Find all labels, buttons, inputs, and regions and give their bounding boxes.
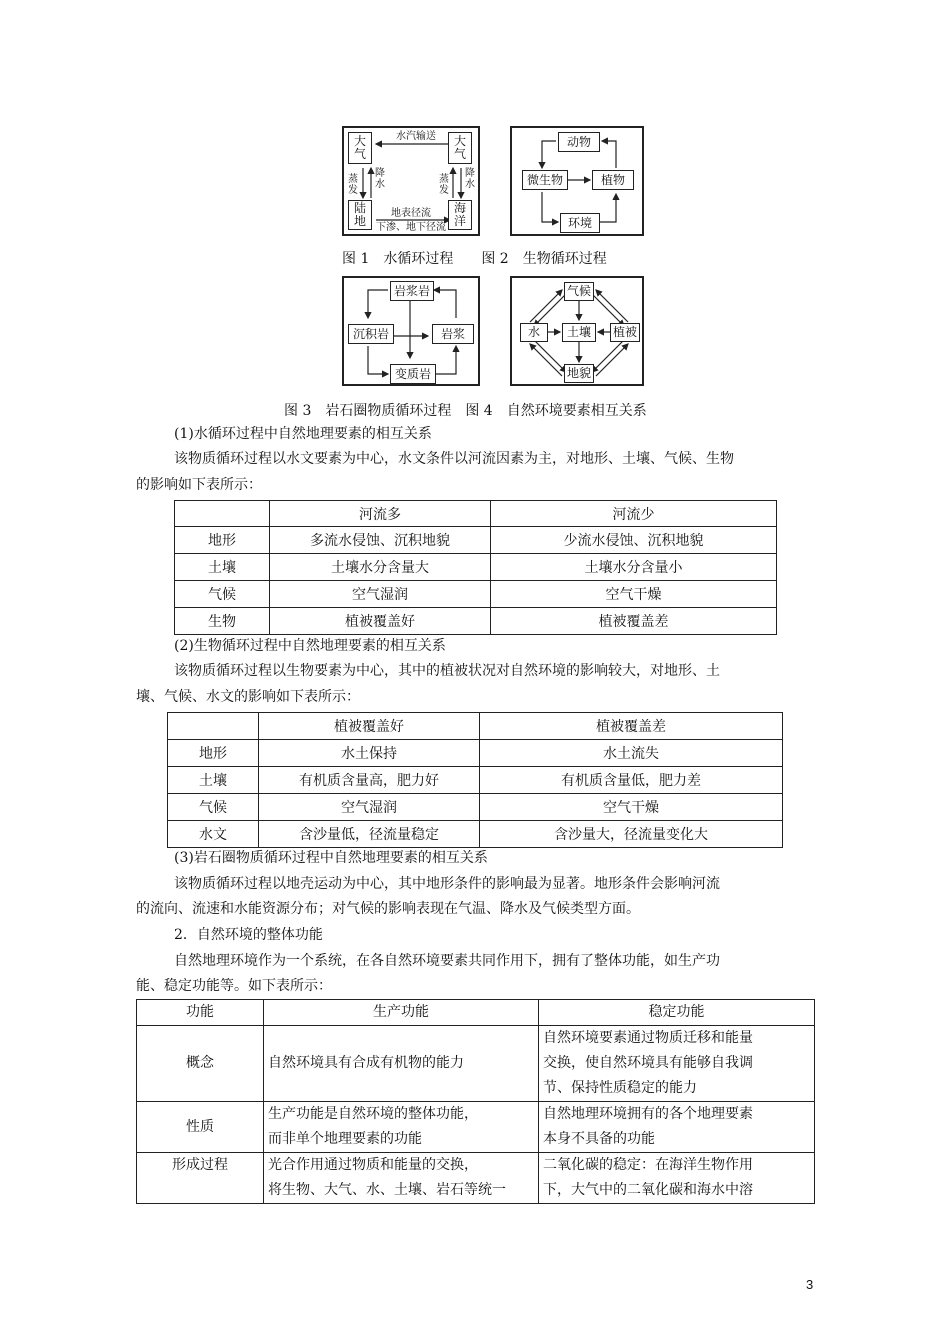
section-4-title: 2．自然环境的整体功能	[174, 927, 323, 943]
section-2-title: (2)生物循环过程中自然地理要素的相互关系	[174, 638, 446, 654]
table3-nature-production-line2: 而非单个地理要素的功能	[268, 1131, 422, 1147]
table3-nature-production	[264, 1102, 539, 1153]
table3-nature-stability-line1: 自然地理环境拥有的各个地理要素	[543, 1106, 753, 1122]
table-cell: 多流水侵蚀、沉积地貌	[270, 527, 491, 554]
fig1-left-evaporation: 蒸 发	[348, 174, 358, 196]
fig2-environment: 环境	[560, 213, 600, 233]
fig4-landform: 地貌	[564, 364, 594, 383]
fig4-vegetation: 植被	[610, 323, 640, 342]
page-number: 3	[806, 1277, 814, 1292]
table-cell: 气候	[168, 794, 259, 821]
table-row	[175, 527, 777, 554]
table3-nature-production-line1: 生产功能是自然环境的整体功能，	[268, 1106, 478, 1122]
fig1-vapor-transport-label: 水汽输送	[396, 131, 436, 142]
figure-biological-cycle	[510, 126, 644, 236]
table-river-effects	[174, 500, 777, 635]
table3-process-stability	[539, 1153, 815, 1204]
table-row	[175, 554, 777, 581]
table3-concept-stability-line3: 节、保持性质稳定的能力	[543, 1080, 697, 1096]
fig3-metamorphic-rock: 变质岩	[390, 364, 436, 384]
table3-process-production	[264, 1153, 539, 1204]
table-cell: 空气干燥	[491, 581, 777, 608]
caption-row-1: 图 1 水循环过程 图 2 生物循环过程	[342, 251, 607, 267]
table3-process-stability-line1: 二氧化碳的稳定：在海洋生物作用	[543, 1157, 753, 1173]
table3-process-production-line2: 将生物、大气、水、土壤、岩石等统一	[268, 1182, 506, 1198]
table1-header-blank	[175, 501, 270, 527]
table3-concept-label: 概念	[137, 1026, 264, 1102]
table-cell: 含沙量低，径流量稳定	[259, 821, 480, 848]
table3-concept-stability	[539, 1026, 815, 1102]
table-cell: 有机质含量低，肥力差	[480, 767, 783, 794]
table-cell: 水土流失	[480, 740, 783, 767]
table1-header-col1: 河流多	[270, 501, 491, 527]
section-3-line-1: 该物质循环过程以地壳运动为中心，其中地形条件的影响最为显著。地形条件会影响河流	[174, 876, 720, 892]
section-4-line-2: 能、稳定功能等。如下表所示：	[136, 978, 332, 994]
table-cell: 水土保持	[259, 740, 480, 767]
table-cell: 土壤水分含量小	[491, 554, 777, 581]
table-cell: 土壤水分含量大	[270, 554, 491, 581]
fig1-underground-label: 下渗、地下径流	[376, 222, 446, 233]
section-3-title: (3)岩石圈物质循环过程中自然地理要素的相互关系	[174, 850, 488, 866]
table-cell: 地形	[168, 740, 259, 767]
table-cell: 空气湿润	[259, 794, 480, 821]
table-row	[168, 767, 783, 794]
section-4-line-1: 自然地理环境作为一个系统，在各自然环境要素共同作用下，拥有了整体功能，如生产功	[174, 953, 720, 969]
fig1-ocean: 海 洋	[448, 200, 472, 230]
table3-concept-stability-line1: 自然环境要素通过物质迁移和能量	[543, 1030, 753, 1046]
section-1-title: (1)水循环过程中自然地理要素的相互关系	[174, 426, 432, 442]
fig1-atmosphere-right: 大 气	[448, 132, 472, 164]
fig1-surface-runoff-label: 地表径流	[391, 208, 431, 219]
fig3-magmatic-rock: 岩浆岩	[390, 281, 434, 301]
fig3-sedimentary-rock: 沉积岩	[348, 324, 394, 344]
table3-process-label: 形成过程	[137, 1153, 264, 1204]
table-row	[175, 608, 777, 635]
section-1-line-2: 的影响如下表所示：	[136, 477, 262, 493]
table3-nature-stability-line2: 本身不具备的功能	[543, 1131, 655, 1147]
table-cell: 空气湿润	[270, 581, 491, 608]
table2-header-blank	[168, 713, 259, 740]
table-cell: 植被覆盖好	[270, 608, 491, 635]
table-row	[137, 1102, 815, 1153]
table3-process-stability-line2: 下，大气中的二氧化碳和海水中溶	[543, 1182, 753, 1198]
table2-header-col2: 植被覆盖差	[480, 713, 783, 740]
table-cell: 土壤	[175, 554, 270, 581]
fig3-magma: 岩浆	[432, 324, 474, 344]
table-row	[168, 794, 783, 821]
table-cell: 含沙量大，径流量变化大	[480, 821, 783, 848]
fig4-water: 水	[520, 323, 548, 342]
fig1-atmosphere-left: 大 气	[348, 132, 372, 164]
table-cell: 空气干燥	[480, 794, 783, 821]
section-2-line-1: 该物质循环过程以生物要素为中心，其中的植被状况对自然环境的影响较大，对地形、土	[174, 663, 720, 679]
figure-environment-relations	[510, 276, 644, 386]
figure-water-cycle	[342, 126, 480, 236]
table3-concept-stability-line2: 交换，使自然环境具有能够自我调	[543, 1055, 753, 1071]
table-environment-functions	[136, 999, 815, 1204]
figure-rock-cycle	[342, 276, 480, 386]
fig1-left-precipitation: 降 水	[375, 168, 385, 190]
fig2-animal: 动物	[558, 132, 600, 152]
table3-header-function: 功能	[137, 1000, 264, 1026]
table-cell: 水文	[168, 821, 259, 848]
fig4-soil: 土壤	[562, 323, 596, 342]
table3-header-stability: 稳定功能	[539, 1000, 815, 1026]
caption-row-2: 图 3 岩石圈物质循环过程 图 4 自然环境要素相互关系	[284, 403, 647, 419]
table1-header-col2: 河流少	[491, 501, 777, 527]
table3-header-production: 生产功能	[264, 1000, 539, 1026]
table3-nature-stability	[539, 1102, 815, 1153]
section-1-line-1: 该物质循环过程以水文要素为中心，水文条件以河流因素为主，对地形、土壤、气候、生物	[174, 451, 734, 467]
table-cell: 有机质含量高，肥力好	[259, 767, 480, 794]
table-cell: 生物	[175, 608, 270, 635]
fig1-right-evaporation: 蒸 发	[439, 174, 449, 196]
table3-concept-production: 自然环境具有合成有机物的能力	[264, 1026, 539, 1102]
table-cell: 土壤	[168, 767, 259, 794]
table-cell: 植被覆盖差	[491, 608, 777, 635]
table2-header-col1: 植被覆盖好	[259, 713, 480, 740]
fig1-land: 陆 地	[348, 200, 372, 230]
table-row	[175, 581, 777, 608]
table-cell: 少流水侵蚀、沉积地貌	[491, 527, 777, 554]
section-3-line-2: 的流向、流速和水能资源分布；对气候的影响表现在气温、降水及气候类型方面。	[136, 901, 640, 917]
fig1-right-precipitation: 降 水	[465, 168, 475, 190]
table3-process-production-line1: 光合作用通过物质和能量的交换，	[268, 1157, 478, 1173]
table-row	[168, 821, 783, 848]
fig2-plant: 植物	[592, 170, 634, 190]
fig4-climate: 气候	[564, 282, 594, 301]
table-cell: 气候	[175, 581, 270, 608]
table-row	[137, 1153, 815, 1204]
fig2-microbe: 微生物	[522, 170, 568, 190]
table3-nature-label: 性质	[137, 1102, 264, 1153]
section-2-line-2: 壤、气候、水文的影响如下表所示：	[136, 689, 360, 705]
table-cell: 地形	[175, 527, 270, 554]
table-row	[137, 1026, 815, 1102]
table-row	[168, 740, 783, 767]
table-vegetation-effects	[167, 712, 783, 848]
